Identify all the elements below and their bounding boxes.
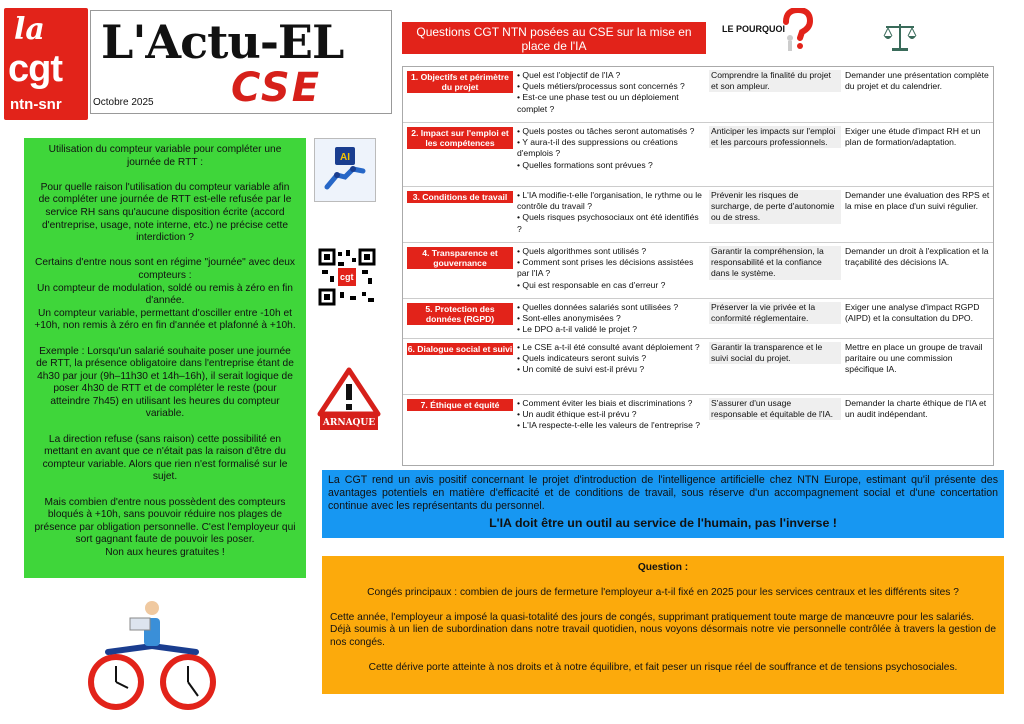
row-category: 2. Impact sur l'emploi et les compétences	[407, 127, 513, 149]
table-row	[403, 67, 993, 123]
question-item: • L'IA respecte-t-elle les valeurs de l'entreprise ?	[517, 420, 701, 431]
question-item: • Un comité de suivi est-il prévu ?	[517, 364, 645, 375]
question-item: • Comment éviter les biais et discriminations ?	[517, 398, 693, 408]
row-action: Demander la charte éthique de l'IA et un audit indépendant.	[845, 398, 987, 420]
row-action: Exiger une analyse d'impact RGPD (AIPD) et la consultation du DPO.	[845, 302, 980, 324]
row-action: Exiger une étude d'impact RH et un plan de formation/adaptation.	[845, 126, 981, 148]
row-why: Garantir la transparence et le suivi social du projet.	[709, 342, 841, 364]
row-questions	[517, 70, 705, 115]
question-item: • Y aura-t-il des suppressions ou créations d'emplois ?	[517, 137, 678, 159]
warning-label: ARNAQUE	[322, 418, 376, 428]
left-paragraph: Utilisation du compteur variable pour compléter une journée de RTT :	[48, 144, 282, 168]
left-paragraph: Exemple : Lorsqu'un salarié souhaite poser une journée de RTT, la présence obligatoire dans l'entreprise étant de 4h30 par jour (9h–11h30 et 14h–16h), il serait logique de poser 4h30 de RTT et de compléter le reste (pour atteindre 7h45) en utilisant les heures du compteur variable.	[36, 345, 294, 420]
conges-question-box	[322, 556, 1004, 694]
le-pourquoi-label: LE POURQUOI	[722, 24, 786, 34]
table-row	[403, 299, 993, 339]
question-item: • Quel est l'objectif de l'IA ?	[517, 70, 621, 80]
row-questions	[517, 302, 705, 336]
conges-conclusion: Cette dérive porte atteinte à nos droits et à notre équilibre, et fait peser un risque réel de souffrance et de tensions psychosociales.	[368, 661, 958, 673]
left-paragraph: La direction refuse (sans raison) cette possibilité en mettant en avant que ce n'était pas la raison d'être du compteur variable. Alors que rien n'est formalisé sur le sujet.	[42, 433, 288, 483]
row-category: 1. Objectifs et périmètre du projet	[407, 71, 513, 93]
table-row	[403, 243, 993, 299]
table-row	[403, 123, 993, 187]
question-item: • Qui est responsable en cas d'erreur ?	[517, 279, 666, 290]
opinion-slogan: L'IA doit être un outil au service de l'humain, pas l'inverse !	[489, 516, 837, 530]
conges-paragraph: Déjà soumis à un lien de subordination dans notre travail quotidien, nous voyons désormais notre vie personnelle contrôlée à travers la gestion de nos congés.	[330, 624, 996, 649]
qr-code-icon	[318, 248, 376, 306]
question-item: • Quels métiers/processus sont concernés ?	[517, 81, 685, 92]
row-why: Préserver la vie privée et la conformité réglementaire.	[709, 302, 841, 324]
qr-center-label: cgt	[340, 272, 354, 282]
question-item: • Quels risques psychosociaux ont été identifiés ?	[517, 212, 699, 234]
question-item: • Sont-elles anonymisées ?	[517, 313, 621, 324]
row-category: 3. Conditions de travail	[407, 191, 513, 203]
row-action: Mettre en place un groupe de travail paritaire ou une commission spécifique IA.	[845, 342, 983, 375]
row-questions	[517, 246, 705, 291]
question-item: • Quelles données salariés sont utilisées ?	[517, 302, 679, 312]
question-item: • Quels algorithmes sont utilisés ?	[517, 246, 647, 256]
question-item: • Un audit éthique est-il prévu ?	[517, 409, 637, 420]
question-item: • L'IA modifie-t-elle l'organisation, le rythme ou le contrôle du travail ?	[517, 190, 702, 212]
masthead	[90, 10, 392, 114]
question-item: • Quels postes ou tâches seront automatisés ?	[517, 126, 695, 136]
rtt-variable-counter-box	[24, 138, 306, 578]
conges-question: Congés principaux : combien de jours de fermeture l'employeur a-t-il fixé en 2025 pour les services centraux et les différents sites ?	[367, 586, 959, 598]
row-questions	[517, 190, 705, 235]
question-mark-figure-icon	[778, 8, 814, 54]
row-why: Anticiper les impacts sur l'emploi et les parcours professionnels.	[709, 126, 841, 148]
row-category: 6. Dialogue social et suivi	[407, 344, 513, 354]
row-questions	[517, 342, 705, 376]
left-paragraph: Mais combien d'entre nous possèdent des compteurs bloqués à +10h, sans pouvoir réduire nos plages de présence par obligation personnelle. C'est l'employeur qui sort gagnant faute de pouvoir les poser. Non aux heures gratuites !	[34, 496, 296, 558]
row-questions	[517, 126, 705, 171]
question-item: • Le CSE a-t-il été consulté avant déploiement ?	[517, 342, 700, 352]
opinion-text: La CGT rend un avis positif concernant le projet d'introduction de l'intelligence artificielle chez NTN Europe, estimant qu'il présente des avantages potentiels en matière d'efficacité et de conditions de travail, sous réserve d'un accompagnement social et d'une concertation continue avec les représentants du personnel.	[328, 474, 998, 512]
question-item: • Est-ce une phase test ou un déploiement complet ?	[517, 92, 679, 114]
row-why: Comprendre la finalité du projet et son ampleur.	[709, 70, 841, 92]
row-category: 4. Transparence et gouvernance	[407, 247, 513, 269]
masthead-title: L'Actu-EL	[101, 15, 344, 69]
question-item: • Quels indicateurs seront suivis ?	[517, 353, 647, 364]
row-action: Demander une présentation complète du projet et du calendrier.	[845, 70, 989, 92]
cgt-opinion-box	[322, 470, 1004, 538]
svg-text:AI: AI	[340, 152, 350, 163]
justice-scale-icon	[880, 18, 920, 54]
row-why: Garantir la compréhension, la responsabilité et la confiance dans le système.	[709, 246, 841, 280]
question-heading: Question :	[637, 562, 689, 573]
row-questions	[517, 398, 705, 432]
logo-line3: ntn-snr	[10, 96, 62, 113]
row-action: Demander un droit à l'explication et la traçabilité des décisions IA.	[845, 246, 989, 268]
logo-line2: cgt	[8, 48, 62, 90]
conges-paragraph: Cette année, l'employeur a imposé la quasi-totalité des jours de congés, supprimant pratiquement toute marge de manœuvre pour les salariés.	[330, 611, 975, 623]
question-item: • Le DPO a-t-il validé le projet ?	[517, 324, 638, 335]
issue-date: Octobre 2025	[93, 97, 154, 108]
masthead-subtitle: CSE	[231, 65, 322, 111]
ai-robot-hand-icon	[314, 138, 376, 202]
row-why: Prévenir les risques de surcharge, de perte d'autonomie ou de stress.	[709, 190, 841, 224]
table-row	[403, 395, 993, 465]
warning-arnaque-icon	[314, 366, 384, 432]
row-why: S'assurer d'un usage responsable et équitable de l'IA.	[709, 398, 841, 420]
left-paragraph: Pour quelle raison l'utilisation du compteur variable afin de compléter une journée de RTT est-elle refusée par le service RH sans qu'aucune disposition écrite (accord d'entreprise, usage, note interne, etc.) ne précise cette interdiction ?	[38, 181, 292, 244]
row-action: Demander une évaluation des RPS et la mise en place d'un suivi régulier.	[845, 190, 990, 212]
left-paragraph: Certains d'entre nous sont en régime "journée" avec deux compteurs : Un compteur de modulation, soldé ou remis à zéro en fin d'année. Un compteur variable, permettant d'osciller entre -10h et +10h, non remis à zéro en fin d'année et plafonné à +10h.	[34, 257, 296, 332]
question-item: • Comment sont prises les décisions assistées par l'IA ?	[517, 257, 694, 279]
ai-questions-table	[402, 66, 994, 466]
question-item: • Quelles formations sont prévues ?	[517, 159, 653, 170]
row-category: 5. Protection des données (RGPD)	[407, 303, 513, 325]
row-category: 7. Éthique et équité	[407, 399, 513, 411]
man-split-clocks-illustration	[88, 596, 218, 716]
table-row	[403, 187, 993, 243]
questions-title: Questions CGT NTN posées au CSE sur la mise en place de l'IA	[402, 22, 706, 54]
cgt-logo	[4, 8, 88, 120]
table-row	[403, 339, 993, 395]
logo-line1: la	[14, 12, 45, 47]
